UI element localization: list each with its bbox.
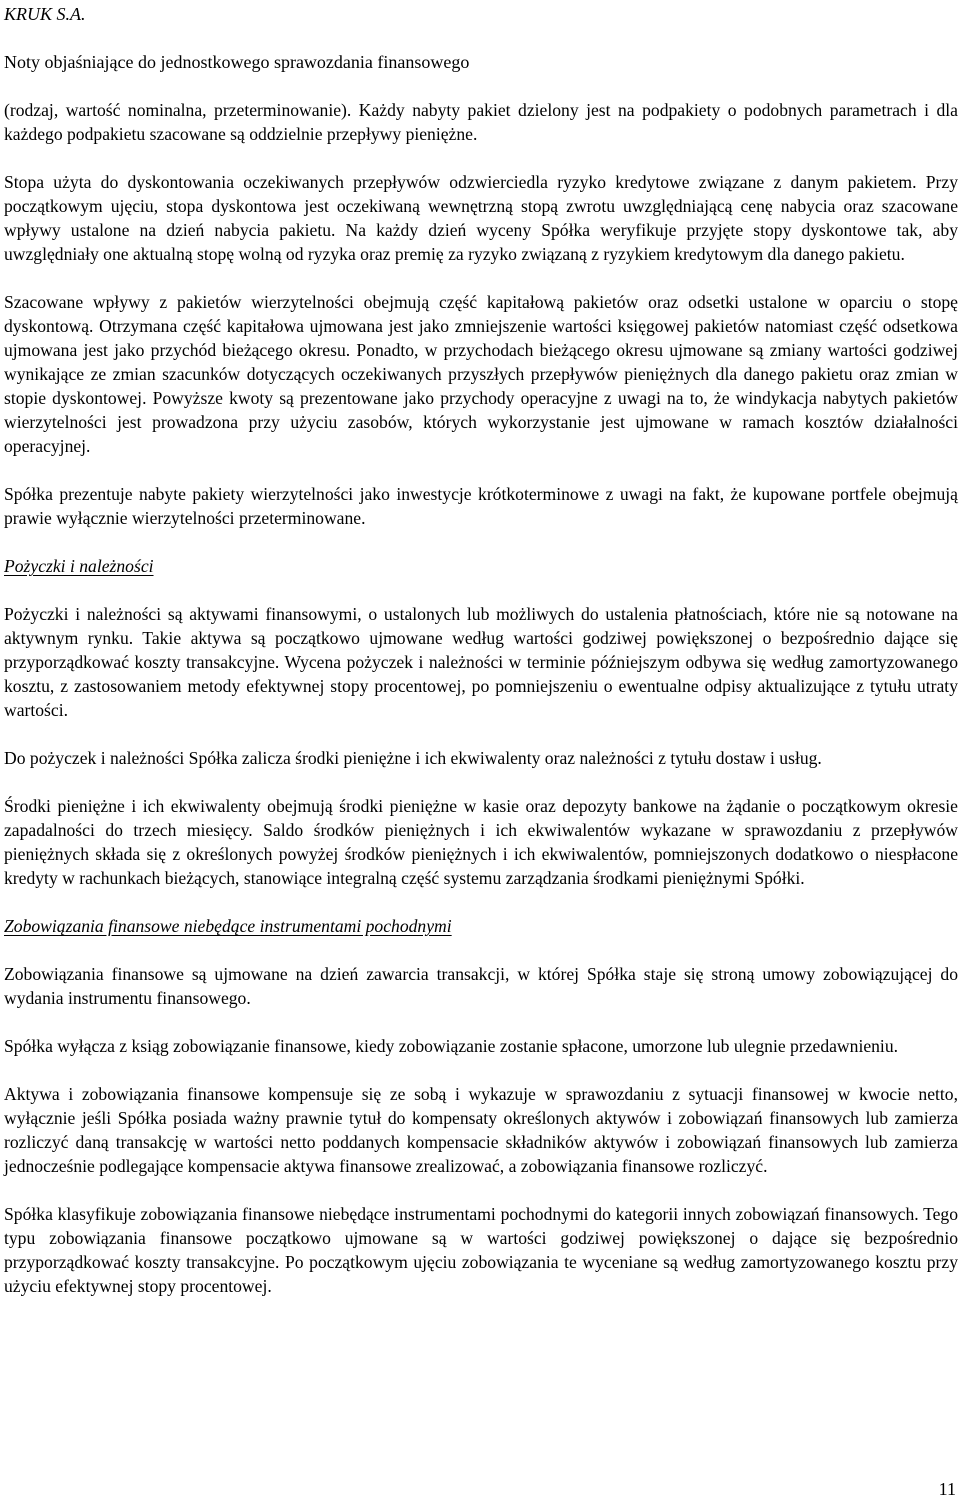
section-heading-loans: Pożyczki i należności (4, 556, 154, 576)
paragraph: Stopa użyta do dyskontowania oczekiwanych przepływów odzwierciedla ryzyko kredytowe związane z danym pakietem. Przy początkowym ujęciu, stopa dyskontowa jest oczekiwaną wewnętrzną stopą zwrotu uwzględniającą cenę nabycia oraz szacowane wpływy ustalone na dzień nabycia pakietu. Na każdy dzień wyceny Spółka weryfikuje przyjęte stopy dyskontowe tak, aby uwzględniały one aktualną stopę wolną od ryzyka oraz premię za ryzyko związaną z ryzykiem kredytowym dla danego pakietu. (4, 172, 958, 264)
paragraph: Aktywa i zobowiązania finansowe kompensuje się ze sobą i wykazuje w sprawozdaniu z sytuacji finansowej w kwocie netto, wyłącznie jeśli Spółka posiada ważny prawnie tytuł do kompensaty określonych aktywów i zobowiązań finansowych lub zamierza rozliczyć daną transakcję w wartości netto poddanych kompensacie składników aktywów i zobowiązań finansowych lub zamierza jednocześnie podlegające kompensacie aktywa finansowe zrealizować, a zobowiązania finansowe rozliczyć. (4, 1084, 958, 1176)
paragraph: Spółka klasyfikuje zobowiązania finansowe niebędące instrumentami pochodnymi do kategorii innych zobowiązań finansowych. Tego typu zobowiązania finansowe początkowo ujmowane są w wartości godziwej powiększonej o dające się bezpośrednio przyporządkować koszty transakcyjne. Po początkowym ujęciu zobowiązania te wyceniane są według zamortyzowanego kosztu przy użyciu efektywnej stopy procentowej. (4, 1204, 958, 1296)
document-title: Noty objaśniające do jednostkowego sprawozdania finansowego (4, 52, 470, 72)
paragraph: Spółka prezentuje nabyte pakiety wierzytelności jako inwestycje krótkoterminowe z uwagi na fakt, że kupowane portfele obejmują prawie wyłącznie wierzytelności przeterminowane. (4, 484, 958, 528)
paragraph: Środki pieniężne i ich ekwiwalenty obejmują środki pieniężne w kasie oraz depozyty bankowe na żądanie o początkowym okresie zapadalności do trzech miesięcy. Saldo środków pieniężnych i ich ekwiwalentów wykazane w sprawozdaniu z przepływów pieniężnych składa się z określonych powyżej środków pieniężnych i ich ekwiwalentów, pomniejszonych dodatkowo o niespłacone kredyty w rachunkach bieżących, stanowiące integralną część systemu zarządzania środkami pieniężnymi Spółki. (4, 796, 958, 888)
paragraph: Spółka wyłącza z ksiąg zobowiązanie finansowe, kiedy zobowiązanie zostanie spłacone, umorzone lub ulegnie przedawnieniu. (4, 1036, 899, 1056)
paragraph: Do pożyczek i należności Spółka zalicza środki pieniężne i ich ekwiwalenty oraz należności z tytułu dostaw i usług. (4, 748, 822, 768)
company-name: KRUK S.A. (4, 4, 86, 24)
paragraph: Szacowane wpływy z pakietów wierzytelności obejmują część kapitałową pakietów oraz odsetki ustalone w oparciu o stopę dyskontową. Otrzymana część kapitałowa ujmowana jest jako zmniejszenie wartości księgowej pakietów natomiast część odsetkowa ujmowana jest jako przychód bieżącego okresu. Ponadto, w przychodach bieżącego okresu ujmowane są zmiany wartości godziwej wynikające ze zmian szacunków dotyczących oczekiwanych przyszłych przepływów pieniężnych dla danego pakietu oraz zmian w stopie dyskontowej. Powyższe kwoty są prezentowane jako przychody operacyjne z uwagi na to, że windykacja nabytych pakietów wierzytelności jest prowadzona przy użyciu zasobów, których wykorzystanie jest ujmowane w ramach kosztów działalności operacyjnej. (4, 292, 958, 456)
document-body (4, 98, 958, 1322)
paragraph: Zobowiązania finansowe są ujmowane na dzień zawarcia transakcji, w której Spółka staje się stroną umowy zobowiązującej do wydania instrumentu finansowego. (4, 964, 958, 1008)
section-heading-liabilities: Zobowiązania finansowe niebędące instrumentami pochodnymi (4, 916, 452, 936)
page-number: 11 (938, 1479, 956, 1499)
paragraph: (rodzaj, wartość nominalna, przeterminowanie). Każdy nabyty pakiet dzielony jest na podpakiety o podobnych parametrach i dla każdego podpakietu szacowane są oddzielnie przepływy pieniężne. (4, 100, 958, 144)
paragraph: Pożyczki i należności są aktywami finansowymi, o ustalonych lub możliwych do ustalenia płatnościach, które nie są notowane na aktywnym rynku. Takie aktywa są początkowo ujmowane według wartości godziwej powiększonej o bezpośrednio dające się przyporządkować koszty transakcyjne. Wycena pożyczek i należności w terminie późniejszym odbywa się według zamortyzowanego kosztu, z zastosowaniem metody efektywnej stopy procentowej, po pomniejszeniu o ewentualne odpisy aktualizujące z tytułu utraty wartości. (4, 604, 958, 720)
